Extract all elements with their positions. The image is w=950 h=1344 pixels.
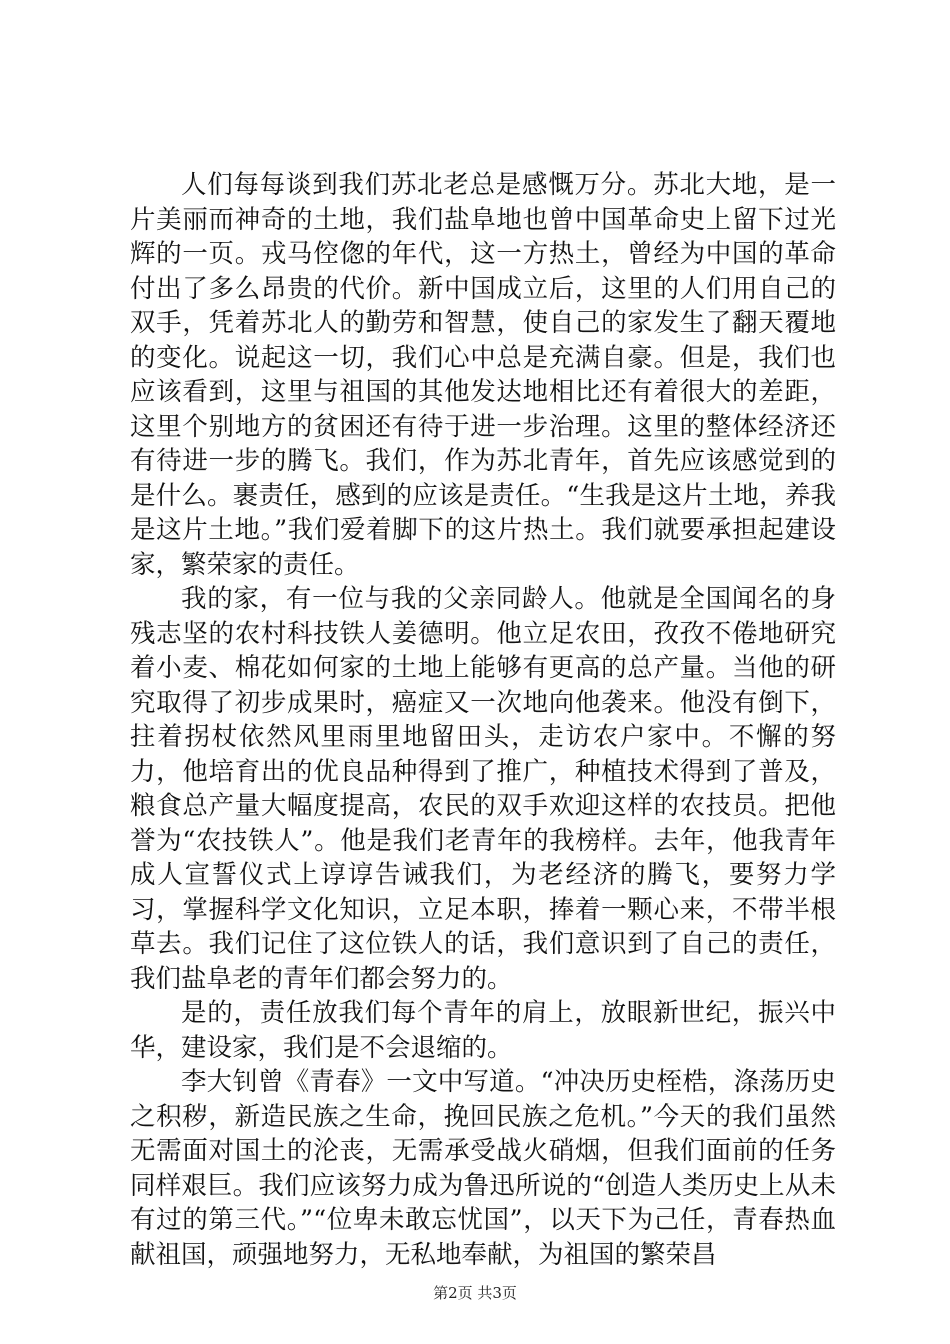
paragraph-1: 人们每每谈到我们苏北老总是感慨万分。苏北大地，是一片美丽而神奇的土地，我们盐阜地也曾中国革命史上留下过光辉的一页。戎马倥偬的年代，这一方热土，曾经为中国的革命付出了多么昂贵的代价。新中国成立后，这里的人们用自己的双手，凭着苏北人的勤劳和智慧，使自己的家发生了翻天覆地的变化。说起这一切，我们心中总是充满自豪。但是，我们也应该看到，这里与祖国的其他发达地相比还有着很大的差距，这里个别地方的贫困还有待于进一步治理。这里的整体经济还有待进一步的腾飞。我们，作为苏北青年，首先应该感觉到的是什么。裹责任，感到的应该是责任。“生我是这片土地，养我是这片土地。”我们爱着脚下的这片热土。我们就要承担起建设家，繁荣家的责任。	[130, 170, 836, 580]
paragraph-3: 是的，责任放我们每个青年的肩上，放眼新世纪，振兴中华，建设家，我们是不会退缩的。	[130, 998, 836, 1063]
body-text	[130, 168, 836, 1272]
page-number-footer: 第2页 共3页	[433, 1284, 517, 1302]
paragraph-2: 我的家，有一位与我的父亲同龄人。他就是全国闻名的身残志坚的农村科技铁人姜德明。他立足农田，孜孜不倦地研究着小麦、棉花如何家的土地上能够有更高的总产量。当他的研究取得了初步成果时，癌症又一次地向他袭来。他没有倒下，拄着拐杖依然风里雨里地留田头，走访农户家中。不懈的努力，他培育出的优良品种得到了推广，种植技术得到了普及，粮食总产量大幅度提高，农民的双手欢迎这样的农技员。把他誉为“农技铁人”。他是我们老青年的我榜样。去年，他我青年成人宣誓仪式上谆谆告诫我们，为老经济的腾飞，要努力学习，掌握科学文化知识，立足本职，捧着一颗心来，不带半根草去。我们记住了这位铁人的话，我们意识到了自己的责任，我们盐阜老的青年们都会努力的。	[130, 584, 836, 994]
paragraph-4: 李大钊曾《青春》一文中写道。“冲决历史桎梏，涤荡历史之积秽，新造民族之生命，挽回民族之危机。”今天的我们虽然无需面对国土的沦丧，无需承受战火硝烟，但我们面前的任务同样艰巨。我们应该努力成为鲁迅所说的“创造人类历史上从未有过的第三代。”“位卑未敢忘忧国”，以天下为己任，青春热血献祖国，顽强地努力，无私地奉献，为祖国的繁荣昌	[130, 1067, 836, 1270]
